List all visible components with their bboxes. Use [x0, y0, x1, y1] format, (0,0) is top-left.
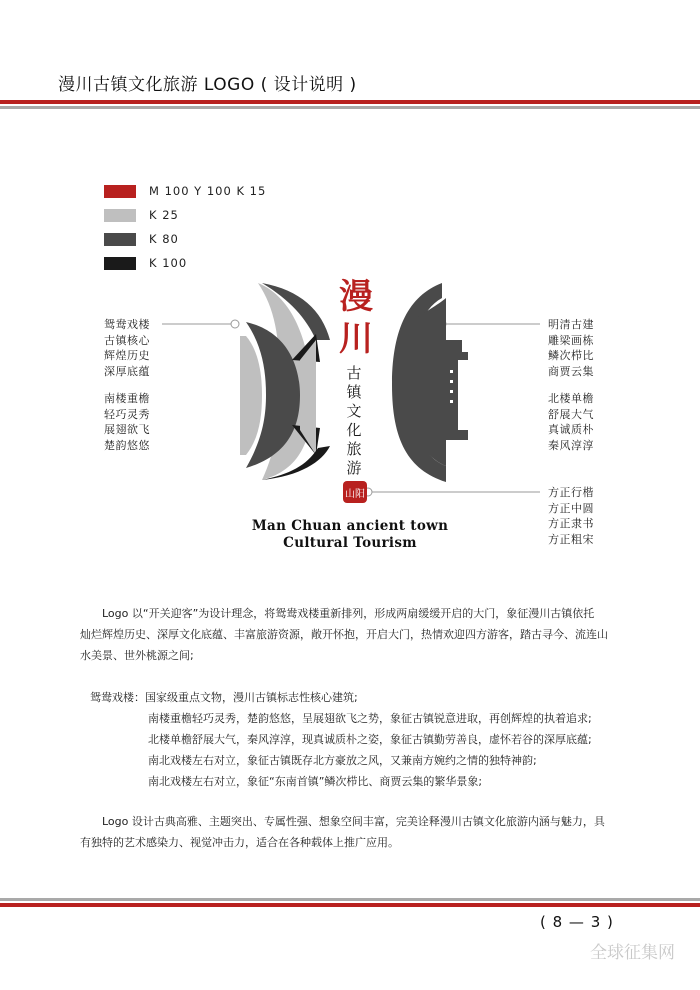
calligraphy-line2: 川: [339, 319, 373, 359]
page-title: 漫川古镇文化旅游 LOGO ( 设计说明 ): [58, 75, 357, 95]
callout-line: 真诚质朴: [548, 423, 594, 436]
callout-line: 古镇核心: [104, 333, 150, 347]
callout-right-bottom: [548, 485, 594, 547]
callout-line: 雕梁画栋: [548, 333, 594, 347]
callout-line: 秦风淳淳: [548, 438, 594, 452]
callout-line: 明清古建: [548, 318, 594, 331]
footer-gray-rule: [0, 898, 700, 901]
logo-english-title: [200, 518, 500, 552]
watermark: 全球征集网: [590, 943, 675, 963]
vertical-char: 化: [346, 421, 362, 439]
callout-right-mid: [548, 391, 594, 453]
callout-line: 楚韵悠悠: [104, 438, 150, 452]
callout-right-top: [548, 317, 594, 379]
page-number: ( 8 — 3 ): [540, 913, 614, 931]
callout-line: 深厚底蕴: [104, 364, 150, 378]
callout-left-bottom: [104, 391, 150, 453]
callout-line: 舒展大气: [548, 407, 594, 421]
swatch-label: K 100: [149, 256, 188, 270]
vertical-title: [346, 364, 362, 477]
vertical-char: 游: [346, 459, 362, 477]
paragraph-line: 有独特的艺术感染力、视觉冲击力，适合在各种载体上推广应用。: [80, 836, 399, 849]
paragraph-line: 灿烂辉煌历史、深厚文化底蕴、丰富旅游资源，敞开怀抱，开启大门，热情欢迎四方游客，踏古寻今、流连山: [80, 628, 608, 641]
callout-line: 北楼单檐: [548, 392, 594, 405]
callout-left-top: [104, 317, 150, 379]
paragraph-line: Logo 设计古典高雅、主题突出、专属性强、想象空间丰富，完美诠释漫川古镇文化旅游内涵与魅力，具: [102, 815, 605, 828]
list-item: 南北戏楼左右对立，象征古镇既存北方豪放之风，又兼南方婉约之情的独特神韵;: [148, 754, 537, 767]
list-heading: 鸳鸯戏楼：国家级重点文物，漫川古镇标志性核心建筑;: [90, 691, 358, 704]
paragraph-concept: [80, 603, 640, 666]
callout-line: 鳞次栉比: [548, 349, 594, 362]
callout-line: 方正中圆: [548, 501, 594, 515]
callout-line: 辉煌历史: [104, 349, 150, 362]
footer-red-rule: [0, 903, 700, 907]
paragraph-summary: [80, 811, 640, 853]
vertical-char: 文: [346, 402, 362, 420]
callout-line: 商贾云集: [548, 364, 594, 378]
logo-english-line2: Cultural Tourism: [283, 535, 417, 551]
list-item: 北楼单檐舒展大气，秦风淳淳，现真诚质朴之姿，象征古镇勤劳善良，虚怀若谷的深厚底蕴;: [148, 733, 592, 746]
calligraphy-line1: 漫: [339, 277, 373, 317]
vertical-char: 旅: [346, 440, 362, 458]
seal-stamp: [343, 481, 367, 503]
swatch-label: K 25: [149, 208, 179, 222]
callout-line: 轻巧灵秀: [104, 407, 150, 421]
list-item: 南楼重檐轻巧灵秀，楚韵悠悠，呈展翅欲飞之势，象征古镇锐意进取，再创辉煌的执着追求;: [148, 712, 592, 725]
callout-line: 南楼重檐: [104, 392, 150, 405]
list-item: 南北戏楼左右对立，象征“东南首镇”鳞次栉比、商贾云集的繁华景象;: [148, 775, 483, 788]
swatch-label: M 100 Y 100 K 15: [149, 184, 267, 198]
vertical-char: 镇: [346, 383, 362, 401]
vertical-char: 古: [346, 364, 362, 382]
south-tower-door: [240, 283, 330, 480]
callout-line: 展翅欲飞: [104, 423, 150, 436]
callout-line: 鸳鸯戏楼: [104, 318, 150, 331]
north-tower-door: [392, 283, 468, 482]
callout-line: 方正粗宋: [548, 532, 594, 546]
seal-text: 山阳: [345, 489, 365, 500]
callout-line: 方正行楷: [548, 486, 594, 499]
callout-line: 方正隶书: [548, 517, 594, 530]
paragraph-line: Logo 以“开关迎客”为设计理念，将鸳鸯戏楼重新排列，形成两扇缓缓开启的大门，象征漫川古镇依托: [102, 607, 595, 620]
swatch-label: K 80: [149, 232, 179, 246]
logo-english-line1: Man Chuan ancient town: [251, 518, 449, 534]
paragraph-line: 水美景、世外桃源之间;: [80, 649, 194, 662]
